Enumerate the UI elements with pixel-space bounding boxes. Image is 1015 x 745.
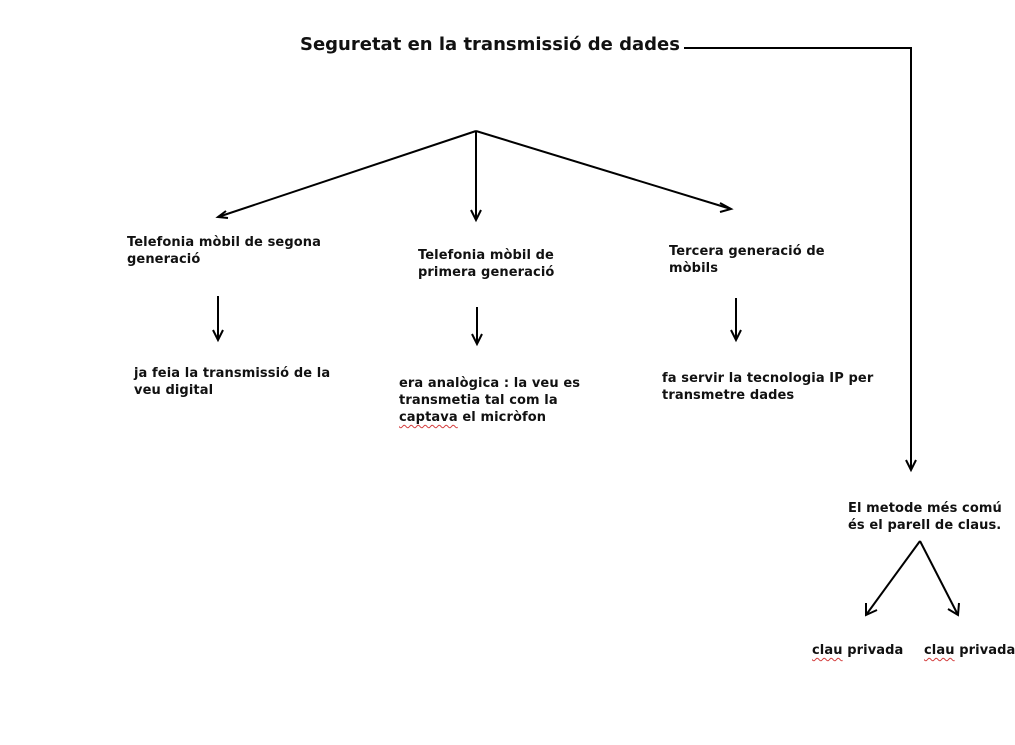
branch-to-key-left [866, 541, 920, 615]
node-key-pair-method: El metode més comú és el parell de claus. [848, 501, 1002, 533]
branch-to-gen2 [218, 131, 476, 217]
gen1-detail-line2: transmetia tal com la [399, 393, 558, 408]
node-third-generation-detail: fa servir la tecnologia IP per transmetre dades [662, 371, 874, 403]
diagram-title: Seguretat en la transmissió de dades [300, 34, 680, 55]
gen1-detail-misspelled-word: captava [399, 410, 458, 425]
key-right-word1: clau [924, 643, 955, 658]
key-left-word1: clau [812, 643, 843, 658]
node-third-generation: Tercera generació de mòbils [669, 244, 825, 276]
gen1-detail-line3-rest: el micròfon [457, 410, 547, 425]
gen1-detail-line3 [399, 409, 580, 426]
node-second-generation: Telefonia mòbil de segona generació [127, 235, 322, 267]
node-private-key-right [924, 642, 1015, 659]
node-second-generation-detail: ja feia la transmissió de la veu digital [134, 366, 331, 398]
node-first-generation: Telefonia mòbil de primera generació [418, 248, 555, 280]
key-right-word2: privada [954, 643, 1015, 658]
node-private-key-left [812, 642, 903, 659]
gen1-detail-line1: era analògica : la veu es [399, 376, 581, 391]
key-left-word2: privada [842, 643, 904, 658]
branch-to-gen3 [476, 131, 731, 209]
node-first-generation-detail [399, 375, 580, 426]
branch-to-key-right [920, 541, 958, 615]
